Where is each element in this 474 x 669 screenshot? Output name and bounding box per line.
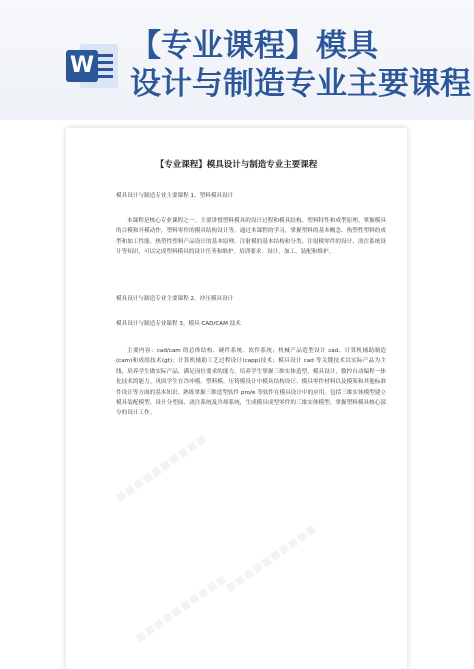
document-page [66, 128, 407, 669]
word-logo-tile: W [66, 50, 98, 82]
course-1-description: 本课程是核心专业课程之一。主要讲授塑料模具的设计过程和模具结构、塑料特性和成型原理、掌握模具的合模和开模动作，塑料零件的模具结构设计等。通过本课程的学习，掌握塑料的基本概念、热塑性塑料的成型和加工性能、热塑性塑料产品设计的基本原理、注射模的基本结构和分类、注射模零件的设计、浇注系统设计等知识，可以完成塑料模具的设计任务和维护。培训要求：设计、加工、装配和维护。 [116, 218, 386, 256]
banner-title-line-1: 【专业课程】模具 [130, 28, 378, 64]
watermark: ▪▪▪▪▪▪▪▪▪▪ [130, 568, 231, 647]
watermark: ▪▪▪▪▪▪▪▪▪▪ [220, 518, 321, 597]
banner-title-line-2: 设计与制造专业主要课程 [130, 66, 471, 102]
course-3-description: 主要内容：cad/cam 的总体结构、硬件系统、软件系统；机械产品造型设计 cad、计算机辅助制造(cam)和成组技术(gt)；计算机辅助工艺过程设计(capp)技术；模具设计 cad 等关键技术以实际产品为主线，培养学生做实际产品、满足岗位要求的能力，培养学生掌握三维实体造型、模具设计，数控自动编程一体化技术的能力。巩固学生在冷冲模、塑料模、压铸模设计中模具结构设计、模具零件材料以及模架和其他标准件设计等方面的基本知识。熟练掌握三维造型软件 pro/e 等软件在模具设计中的应用。包括三维实体模型建立模具装配模型、设计分型面、浇注系统及冷却系统，生成模具成型零件的三维实体模型、掌握塑料模具核心部分的设计工作。 [116, 348, 386, 417]
course-item-3: 模具设计与制造专业课程 3。模具 CAD/CAM 技术 [116, 321, 241, 327]
course-item-1: 模具设计与制造专业主要课程 1、塑料模具设计 [116, 193, 234, 199]
header-banner [0, 0, 474, 120]
watermark: ▪▪▪▪▪▪▪▪▪▪ [110, 428, 211, 507]
word-document-icon [66, 44, 120, 88]
document-title: 【专业课程】模具设计与制造专业主要课程 [155, 160, 318, 170]
course-item-2: 模具设计与制造专业主要课程 2、冲压模具设计 [116, 296, 234, 302]
